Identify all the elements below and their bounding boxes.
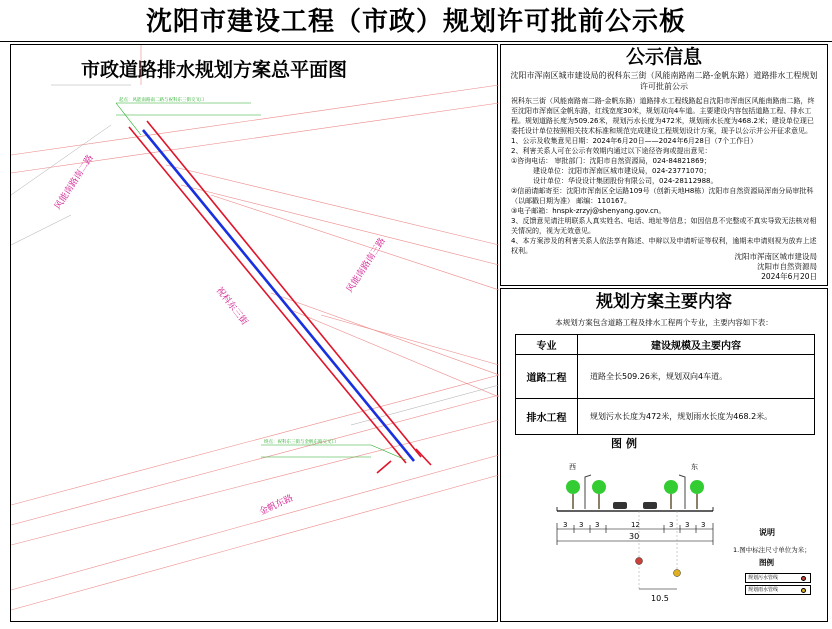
notice-paragraph: ②信函请邮寄至：沈阳市浑南区全运路109号（创新天地H8栋）沈阳市自然资源局浑南分局审批科（以邮戳日期为准） 邮编：110167。: [511, 187, 814, 205]
west-label: 西: [569, 463, 576, 471]
notice-panel: [500, 44, 828, 286]
car-icon: [613, 502, 627, 509]
table-row: [516, 399, 815, 435]
plan-content-panel: [500, 288, 828, 622]
dim-label: 3: [563, 521, 568, 529]
notice-paragraph: 2、利害关系人可在公示有效期内通过以下途径咨询或提出意见：: [511, 147, 712, 155]
tree-icon: [592, 480, 606, 509]
end-annotation: 终点：祝科东三街与金帆东路交叉口: [264, 440, 336, 445]
legend-label: 规划雨水管线: [748, 587, 779, 593]
east-label: 东: [691, 463, 698, 471]
legend-subtitle: 图例: [759, 558, 774, 567]
road-label-a: 风能南路南二路: [53, 153, 96, 212]
notice-signature: [735, 252, 818, 282]
street-lamp-icon: [679, 475, 685, 509]
site-plan-panel: [10, 44, 498, 622]
notice-body: [501, 94, 827, 256]
site-plan-title: 市政道路排水规划方案总平面图: [81, 59, 348, 81]
notice-paragraph: 3、反馈意见请注明联系人真实姓名、电话、地址等信息；如因信息不完整或不真实导致无法核对相关情况的，视为无效意见。: [511, 217, 817, 235]
street-lamp-icon: [585, 475, 591, 509]
sign-org1: 沈阳市浑南区城市建设局: [734, 252, 817, 261]
notice-paragraph: 1、公示及收集意见日期：2024年6月20日——2024年6月28日（7个工作日）: [511, 137, 758, 145]
notice-title: 公示信息: [625, 46, 702, 68]
rain-legend-icon: [801, 588, 806, 593]
sign-date: 2024年6月20日: [761, 272, 817, 281]
table-row: [516, 355, 815, 399]
car-icon: [643, 502, 657, 509]
dim-label: 3: [669, 521, 674, 529]
dim-label: 3: [595, 521, 600, 529]
offset-label: 10.5: [651, 594, 669, 603]
table-cell-content: 规划污水长度为472米，规划雨水长度为468.2米。: [578, 399, 815, 435]
legend-row-sewage: [745, 573, 811, 583]
rain-pipe-icon: [674, 570, 681, 577]
road-label-d: 金帆东路: [258, 493, 295, 518]
dim-label: 12: [631, 521, 640, 529]
sewage-legend-icon: [801, 576, 806, 581]
road-label-b: 祝科东三街: [213, 285, 250, 328]
table-cell-type: 排水工程: [516, 399, 578, 435]
explain-text: 1.图中标注尺寸单位为米；: [733, 546, 811, 554]
table-header-specialty: 专业: [516, 335, 578, 355]
notice-paragraph: 设计单位：华设设计集团股份有限公司，024-28112988。: [533, 177, 718, 185]
notice-paragraph: 4、本方案涉及的利害关系人依法享有陈述、申辩以及申请听证等权利，逾期未申请则视为放弃上述权利。: [511, 237, 817, 255]
table-cell-content: 道路全长509.26米，规划双向4车道。: [578, 355, 815, 399]
tree-icon: [664, 480, 678, 509]
site-plan-drawing: [11, 45, 499, 623]
sign-org2: 沈阳市自然资源局: [757, 262, 817, 271]
table-cell-type: 道路工程: [516, 355, 578, 399]
sewage-pipe-icon: [636, 558, 643, 565]
explain-title: 说明: [759, 528, 775, 537]
tree-icon: [690, 480, 704, 509]
total-width-label: 30: [629, 532, 640, 541]
notice-paragraph: ③电子邮箱：hnspk-zrzyj@shenyang.gov.cn。: [511, 207, 666, 215]
notice-subtitle: 沈阳市浑南区城市建设局的祝科东三街（风能南路南二路-金帆东路）道路排水工程规划许可批前公示: [510, 71, 818, 91]
notice-paragraph: 祝科东三街（风能南路南二路-金帆东路）道路排水工程线路起自沈阳市浑南区风能南路南二路，终至沈阳市浑南区金帆东路，红线宽度30米，规划双向4车道。主要建设内容包括道路工程、排水工程。规划道路长度为509.26米，规划污水长度为472米，规划雨水长度为468.2米；建设单位现已委托设计单位按照相关技术标准和规范完成建设工程规划设计方案，现予以公示并公开征求意见。: [511, 97, 815, 135]
road-label-c: 风能南路南三路: [345, 236, 388, 295]
dim-label: 3: [685, 521, 690, 529]
legend-title: 图例: [611, 437, 641, 450]
legend-row-rain: [745, 585, 811, 595]
tree-icon: [566, 480, 580, 509]
dim-label: 3: [701, 521, 706, 529]
dim-label: 3: [579, 521, 584, 529]
plan-title: 规划方案主要内容: [596, 292, 732, 312]
page-title: 沈阳市建设工程（市政）规划许可批前公示板: [0, 0, 832, 42]
main-pipe-line: [143, 130, 414, 461]
table-header-content: 建设规模及主要内容: [578, 335, 815, 355]
notice-paragraph: 建设单位：沈阳市浑南区城市建设局，024-23771070；: [533, 167, 711, 175]
start-annotation: 起点：风能南路南二路与祝科东三街交叉口: [119, 98, 205, 103]
legend-label: 规划污水管线: [748, 575, 779, 581]
plan-intro: 本规划方案包含道路工程及排水工程两个专业，主要内容如下表：: [555, 318, 773, 327]
notice-paragraph: ①咨询电话： 审批部门：沈阳市自然资源局，024-84821869；: [511, 157, 712, 165]
plan-table: [515, 334, 815, 435]
